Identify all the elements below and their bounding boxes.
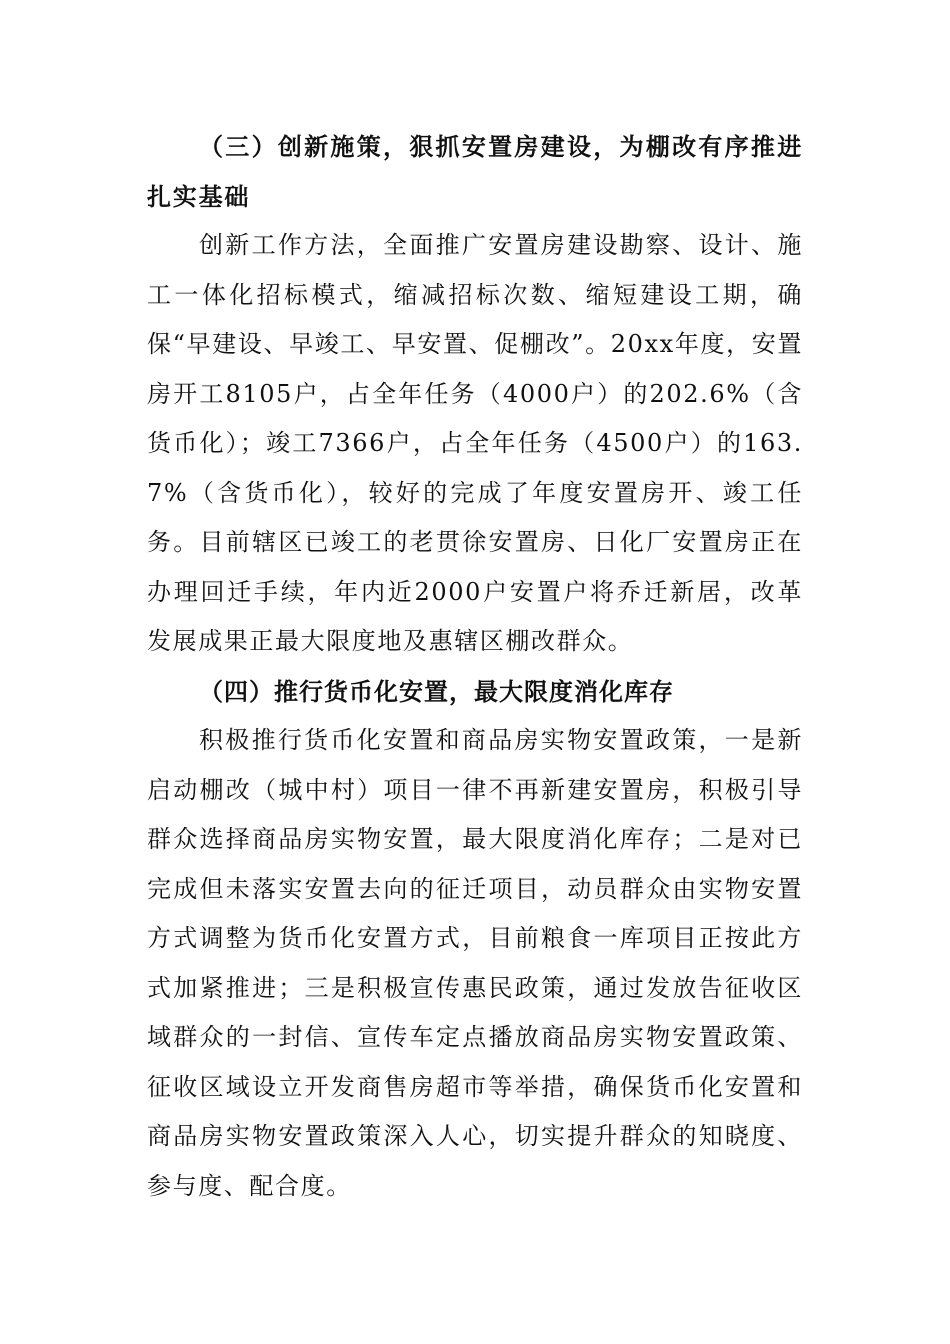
- section-body-4: 积极推行货币化安置和商品房实物安置政策，一是新启动棚改（城中村）项目一律不再新建安置房，积极引导群众选择商品房实物安置，最大限度消化库存；二是对已完成但未落实安置去向的征迁项目，动员群众由实物安置方式调整为货币化安置方式，目前粮食一库项目正按此方式加紧推进；三是积极宣传惠民政策，通过发放告征收区域群众的一封信、宣传车定点播放商品房实物安置政策、征收区域设立开发商售房超市等举措，确保货币化安置和商品房实物安置政策深入人心，切实提升群众的知晓度、参与度、配合度。: [147, 726, 803, 1200]
- section-heading-3: （三）创新施策，狠抓安置房建设，为棚改有序推进扎实基础: [147, 132, 803, 211]
- section-heading-4: （四）推行货币化安置，最大限度消化库存: [199, 676, 674, 706]
- document-page: [147, 122, 803, 1211]
- section-body-3: 创新工作方法，全面推广安置房建设勘察、设计、施工一体化招标模式，缩减招标次数、缩短建设工期，确保“早建设、早竣工、早安置、促棚改”。20xx年度，安置房开工8105户，占全年任务（4000户）的202.6%（含货币化）；竣工7366户，占全年任务（4500户）的163.7%（含货币化），较好的完成了年度安置房开、竣工任务。目前辖区已竣工的老贯徐安置房、日化厂安置房正在办理回迁手续，年内近2000户安置户将乔迁新居，改革发展成果正最大限度地及惠辖区棚改群众。: [147, 231, 803, 655]
